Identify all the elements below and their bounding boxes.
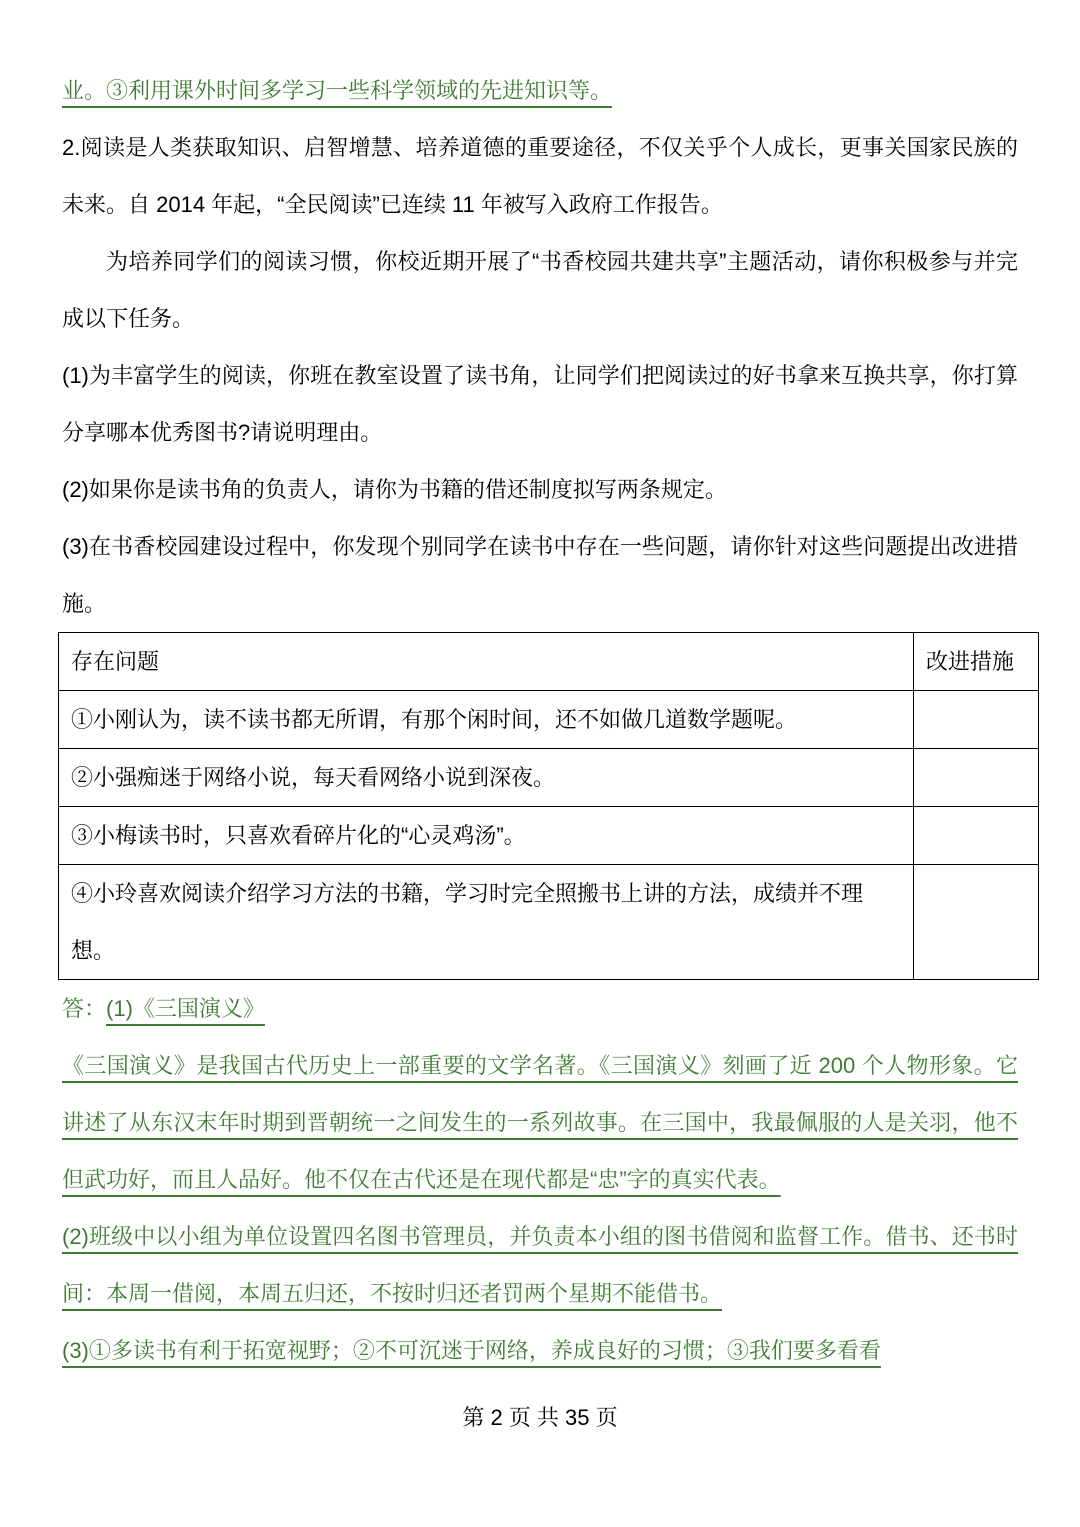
problem-cell: ③小梅读书时，只喜欢看碎片化的“心灵鸡汤”。 <box>59 807 914 865</box>
measure-cell <box>914 691 1039 749</box>
page-number: 第 2 页 共 35 页 <box>462 1405 618 1430</box>
measure-cell <box>914 865 1039 980</box>
header-problem: 存在问题 <box>59 633 914 691</box>
answer-part1-body: 《三国演义》是我国古代历史上一部重要的文学名著。《三国演义》刻画了近 200 个人物形象。它讲述了从东汉末年时期到晋朝统一之间发生的一系列故事。在三国中，我最佩服的人是关羽，他不但武功好，而且人品好。他不仅在古代还是在现代都是“忠”字的真实代表。 <box>62 1053 1018 1192</box>
question-2-activity: 为培养同学们的阅读习惯，你校近期开展了“书香校园共建共享”主题活动，请你积极参与并完成以下任务。 <box>62 249 1018 331</box>
problem-cell: ①小刚认为，读不读书都无所谓，有那个闲时间，还不如做几道数学题呢。 <box>59 691 914 749</box>
problem-cell: ④小玲喜欢阅读介绍学习方法的书籍，学习时完全照搬书上讲的方法，成绩并不理想。 <box>59 865 914 980</box>
table-row <box>59 865 1039 980</box>
question-2-intro: 2.阅读是人类获取知识、启智增慧、培养道德的重要途径，不仅关乎个人成长，更事关国家民族的未来。自 2014 年起，“全民阅读”已连续 11 年被写入政府工作报告。 <box>62 135 1018 217</box>
answer-part1-heading <box>62 980 1018 1037</box>
table-row <box>59 749 1039 807</box>
carryover-answer-line: 业。③利用课外时间多学习一些科学领域的先进知识等。 <box>62 78 613 103</box>
answer-part3: (3)①多读书有利于拓宽视野；②不可沉迷于网络，养成良好的习惯；③我们要多看看 <box>62 1338 881 1363</box>
answer-part1-title: (1)《三国演义》 <box>106 996 265 1021</box>
measure-cell <box>914 807 1039 865</box>
answer-label: 答： <box>62 996 107 1021</box>
header-measure: 改进措施 <box>914 633 1039 691</box>
table-header-row <box>59 633 1039 691</box>
table-row <box>59 691 1039 749</box>
question-2-task1: (1)为丰富学生的阅读，你班在教室设置了读书角，让同学们把阅读过的好书拿来互换共享，你打算分享哪本优秀图书?请说明理由。 <box>62 363 1018 445</box>
question-2-task3: (3)在书香校园建设过程中，你发现个别同学在读书中存在一些问题，请你针对这些问题提出改进措施。 <box>62 534 1018 616</box>
problems-table <box>58 632 1039 980</box>
table-row <box>59 807 1039 865</box>
problem-cell: ②小强痴迷于网络小说，每天看网络小说到深夜。 <box>59 749 914 807</box>
answer-part2: (2)班级中以小组为单位设置四名图书管理员，并负责本小组的图书借阅和监督工作。借书、还书时间：本周一借阅，本周五归还，不按时归还者罚两个星期不能借书。 <box>62 1224 1018 1306</box>
measure-cell <box>914 749 1039 807</box>
question-2-task2: (2)如果你是读书角的负责人，请你为书籍的借还制度拟写两条规定。 <box>62 477 727 502</box>
